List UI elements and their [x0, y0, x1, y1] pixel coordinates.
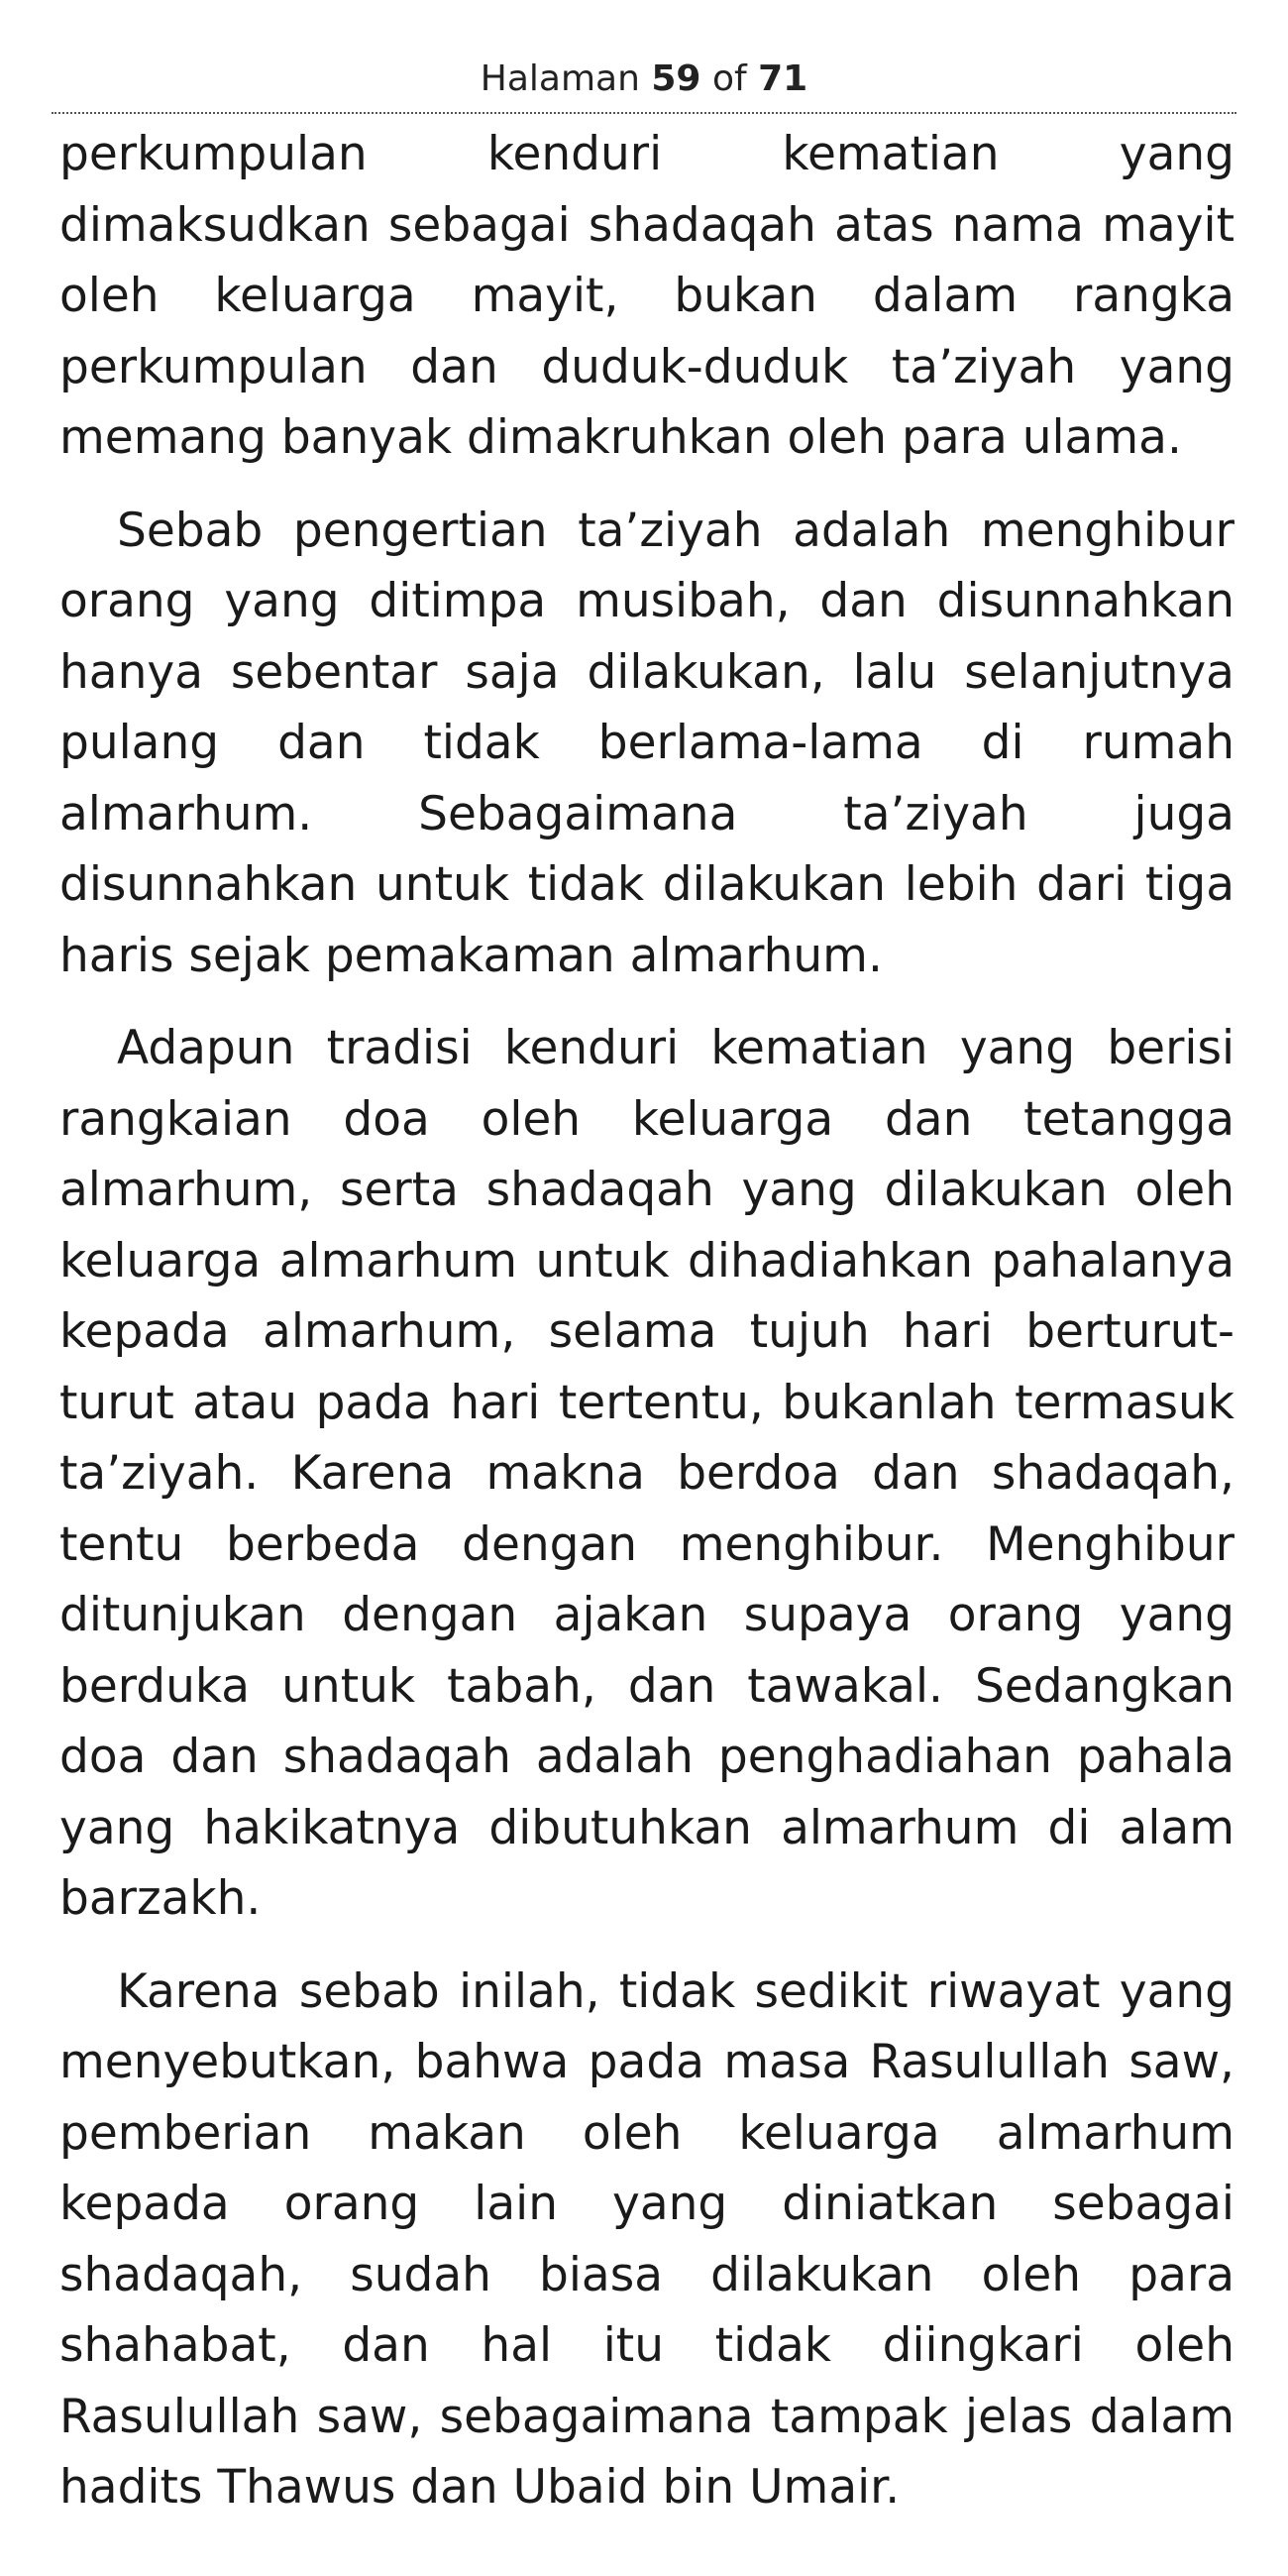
total-pages-number: 71: [758, 58, 808, 99]
page-label: Halaman: [480, 58, 640, 99]
paragraph-continued: perkumpulan kenduri kematian yang dimaksudkan sebagai shadaqah atas nama mayit oleh keluarga mayit, bukan dalam rangka perkumpulan dan duduk-duduk ta’ziyah yang memang banyak dimakruhkan oleh para ulama.: [59, 127, 1234, 465]
paragraph: Adapun tradisi kenduri kematian yang berisi rangkaian doa oleh keluarga dan tetangga almarhum, serta shadaqah yang dilakukan oleh keluarga almarhum untuk dihadiahkan pahalanya kepada almarhum, selama tujuh hari berturut-turut atau pada hari tertentu, bukanlah termasuk ta’ziyah. Karena makna berdoa dan shadaqah, tentu berbeda dengan menghibur. Menghibur ditunjukan dengan ajakan supaya orang yang berduka untuk tabah, dan tawakal. Sedangkan doa dan shadaqah adalah penghadiahan pahala yang hakikatnya dibutuhkan almarhum di alam barzakh.: [59, 1021, 1234, 1926]
page-header: [0, 57, 1288, 101]
body-text: [59, 119, 1234, 2545]
paragraph: Karena sebab inilah, tidak sedikit riwayat yang menyebutkan, bahwa pada masa Rasulullah saw, pemberian makan oleh keluarga almarhum kepada orang lain yang diniatkan sebagai shadaqah, sudah biasa dilakukan oleh para shahabat, dan hal itu tidak diingkari oleh Rasulullah saw, sebagaimana tampak jelas dalam hadits Thawus dan Ubaid bin Umair.: [59, 1963, 1234, 2515]
header-divider: [52, 112, 1236, 114]
page-of-label: of: [711, 58, 747, 99]
current-page-number: 59: [651, 58, 701, 99]
paragraph: Sebab pengertian ta’ziyah adalah menghibur orang yang ditimpa musibah, dan disunnahkan hanya sebentar saja dilakukan, lalu selanjutnya pulang dan tidak berlama-lama di rumah almarhum. Sebagaimana ta’ziyah juga disunnahkan untuk tidak dilakukan lebih dari tiga haris sejak pemakaman almarhum.: [59, 503, 1234, 983]
